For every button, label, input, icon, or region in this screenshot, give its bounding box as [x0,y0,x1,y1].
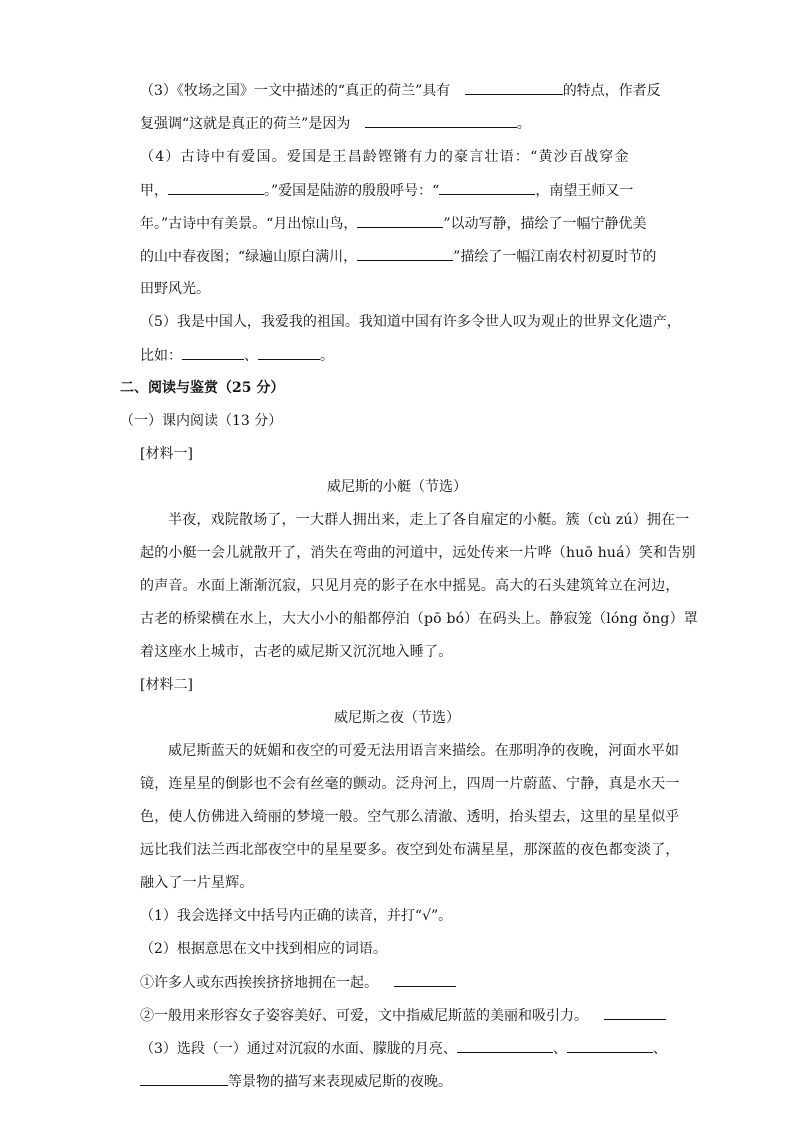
q4-text: 年。”古诗中有美景。“月出惊山鸟， [140,216,358,232]
q4-line-2 [140,180,633,201]
q4-text: 的山中春夜图；“绿遍山原白满川， [140,249,358,265]
question-text: ②一般用来形容女子姿容美好、可爱，文中指威尼斯蓝的美丽和吸引力。 [140,1008,588,1024]
passage-line: 着这座水上城市，古老的威尼斯又沉沉地入睡了。 [140,644,453,660]
question-3-line-1 [140,1038,667,1059]
question-2a [140,972,456,993]
q3-line-2 [140,113,531,134]
subsection-title: （一）课内阅读（13 分） [120,413,283,429]
q5-text: 比如： [140,348,182,364]
passage-line: 镜，连星星的倒影也不会有丝毫的颤动。泛舟河上，四周一片蔚蓝、宁静，真是水天一 [140,776,680,792]
passage-title: 威尼斯的小艇（节选） [327,479,467,495]
q4-text: ，南望王师又一 [535,183,634,199]
answer-blank[interactable] [258,345,320,360]
passage-line: 融入了一片星辉。 [140,875,254,891]
q5-line-1 [140,312,681,332]
passage-line: 半夜，戏院散场了，一大群人拥出来，走上了各自雇定的小艇。簇（cù zú）拥在一 [168,512,690,528]
passage-line: 古老的桥梁横在水上，大大小小的船都停泊（pō bó）在码头上。静寂笼（lóng ǒng）罩 [140,611,698,627]
q4-line-3 [140,213,647,234]
passage-line: 起的小艇一会儿就散开了，消失在弯曲的河道中，远处传来一片哗（huō huá）笑和告别 [140,545,696,561]
q4-text: ”描绘了一幅江南农村初夏时节的 [453,249,657,265]
answer-blank[interactable] [140,1071,228,1086]
answer-blank[interactable] [394,972,456,987]
question-3-line-2 [140,1071,452,1092]
answer-blank[interactable] [357,246,453,261]
q5-text: （5）我是中国人，我爱我的祖国。我知道中国有许多令世人叹为观止的世界文化遗产， [140,314,681,330]
passage-line: 的声音。水面上渐渐沉寂，只见月亮的影子在水中摇晃。高大的石头建筑耸立在河边， [140,578,680,594]
material-label: [材料一] [140,446,193,462]
q4-text: 田野风光。 [140,281,210,297]
question-text: 、 [552,1041,567,1057]
q4-line-1 [140,147,630,167]
question-text: 、 [652,1041,667,1057]
question-1: （1）我会选择文中括号内正确的读音，并打“√”。 [140,908,453,924]
question-text: （3）选段（一）通过对沉寂的水面、朦胧的月亮、 [140,1041,457,1057]
q4-text: ”以动写静，描绘了一幅宁静优美 [443,216,647,232]
q5-text: 、 [244,348,258,364]
answer-blank[interactable] [357,213,443,228]
q3-line-1 [140,80,661,101]
q4-text: 。”爱国是陆游的殷殷呼号：“ [264,183,440,199]
answer-blank[interactable] [439,180,535,195]
material-label: [材料二] [140,677,193,693]
answer-blank[interactable] [465,80,563,95]
passage-line: 远比我们法兰西北部夜空中的星星要多。夜空到处布满星星，那深蓝的夜色都变淡了， [140,842,680,858]
question-text: 等景物的描写来表现威尼斯的夜晚。 [228,1074,452,1090]
q4-text: （4）古诗中有爱国。爱国是王昌龄铿锵有力的豪言壮语：“黄沙百战穿金 [140,149,630,165]
passage-line: 威尼斯蓝天的妩媚和夜空的可爱无法用语言来描绘。在那明净的夜晚，河面水平如 [168,743,680,759]
section-title: 二、阅读与鉴赏（25 分） [120,380,285,396]
answer-blank[interactable] [168,180,264,195]
q5-text: 。 [320,348,334,364]
question-text: ①许多人或东西挨挨挤挤地拥在一起。 [140,975,378,991]
q4-line-4 [140,246,656,267]
question-2b [140,1005,666,1026]
q5-line-2 [140,345,334,366]
q4-text: 甲， [140,183,168,199]
q3-text: 的特点，作者反 [562,83,661,99]
question-2: （2）根据意思在文中找到相应的词语。 [140,941,387,957]
answer-blank[interactable] [182,345,244,360]
answer-blank[interactable] [567,1038,653,1053]
q4-line-5 [140,279,210,299]
answer-blank[interactable] [457,1038,553,1053]
q3-text: （3）《牧场之国》一文中描述的“真正的荷兰”具有 [140,83,451,99]
passage-title: 威尼斯之夜（节选） [334,710,460,726]
q3-text: 。 [516,116,531,132]
passage-line: 色，使人仿佛进入绮丽的梦境一般。空气那么清澈、透明，抬头望去，这里的星星似乎 [140,809,680,825]
q3-text: 复强调“这就是真正的荷兰”是因为 [140,116,351,132]
answer-blank[interactable] [365,113,517,128]
answer-blank[interactable] [604,1005,666,1020]
